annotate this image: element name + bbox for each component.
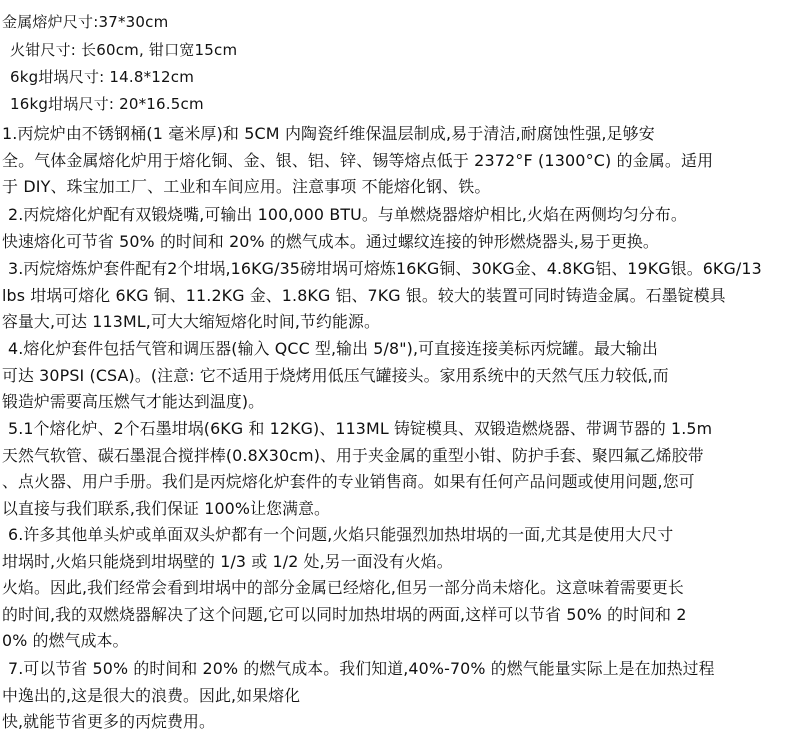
paragraph-7 — [2, 656, 790, 736]
paragraph-line: 的时间,我的双燃烧器解决了这个问题,它可以同时加热坩埚的两面,这样可以节省 50% 的时间和 2 — [2, 604, 687, 624]
paragraph-line: 6.许多其他单头炉或单面双头炉都有一个问题,火焰只能强烈加热坩埚的一面,尤其是使用大尺寸 — [8, 525, 674, 544]
paragraph-6 — [2, 522, 790, 655]
paragraph-line: 3.丙烷熔炼炉套件配有2个坩埚,16KG/35磅坩埚可熔炼16KG铜、30KG金、4.8KG铝、19KG银。6KG/13 — [8, 259, 762, 278]
paragraph-line: 快,就能节省更多的丙烷费用。 — [2, 712, 216, 732]
paragraph-line: 可达 30PSI (CSA)。(注意: 它不适用于烧烤用低压气罐接头。家用系统中的天然气压力较低,而 — [2, 365, 669, 385]
paragraph-line: 7.可以节省 50% 的时间和 20% 的燃气成本。我们知道,40%-70% 的燃气能量实际上是在加热过程 — [8, 659, 715, 678]
paragraph-line: 容量大,可达 113ML,可大大缩短熔化时间,节约能源。 — [2, 312, 380, 332]
paragraph-line: 以直接与我们联系,我们保证 100%让您满意。 — [2, 498, 331, 518]
paragraph-3 — [2, 256, 790, 336]
paragraph-line: 全。气体金属熔化炉用于熔化铜、金、银、铝、锌、锡等熔点低于 2372°F (1300°C) 的金属。适用 — [2, 150, 714, 170]
paragraph-line: 火焰。因此,我们经常会看到坩埚中的部分金属已经熔化,但另一部分尚未熔化。这意味着需要更长 — [2, 578, 684, 598]
tongs-size-spec: 火钳尺寸: 长60cm, 钳口宽15cm — [10, 41, 238, 59]
paragraph-4 — [2, 336, 790, 416]
furnace-size-spec: 金属熔炉尺寸:37*30cm — [2, 13, 169, 31]
paragraph-line: 快速熔化可节省 50% 的时间和 20% 的燃气成本。通过螺纹连接的钟形燃烧器头,易于更换。 — [2, 231, 659, 251]
paragraph-line: lbs 坩埚可熔化 6KG 铜、11.2KG 金、1.8KG 铝、7KG 银。较大的装置可同时铸造金属。石墨锭模具 — [2, 285, 726, 305]
paragraph-line: 2.丙烷熔化炉配有双锻烧嘴,可输出 100,000 BTU。与单燃烧器熔炉相比,火焰在两侧均匀分布。 — [8, 205, 687, 224]
paragraph-line: 于 DIY、珠宝加工厂、工业和车间应用。注意事项 不能熔化钢、铁。 — [2, 177, 491, 197]
paragraph-line: 坩埚时,火焰只能烧到坩埚壁的 1/3 或 1/2 处,另一面没有火焰。 — [2, 551, 453, 571]
paragraph-line: 4.熔化炉套件包括气管和调压器(输入 QCC 型,输出 5/8"),可直接连接美标丙烷罐。最大输出 — [8, 339, 659, 358]
paragraph-line: 天然气软管、碳石墨混合搅拌棒(0.8X30cm)、用于夹金属的重型小钳、防护手套、聚四氟乙烯胶带 — [2, 445, 704, 465]
crucible-16kg-spec: 16kg坩埚尺寸: 20*16.5cm — [10, 95, 204, 113]
paragraph-2 — [2, 202, 790, 255]
paragraph-line: 锻造炉需要高压燃气才能达到温度)。 — [2, 392, 265, 412]
paragraph-5 — [2, 416, 790, 522]
paragraph-line: 5.1个熔化炉、2个石墨坩埚(6KG 和 12KG)、113ML 铸锭模具、双锻造燃烧器、带调节器的 1.5m — [8, 419, 713, 438]
paragraph-line: 中逸出的,这是很大的浪费。因此,如果熔化 — [2, 685, 301, 705]
paragraph-line: 1.丙烷炉由不锈钢桶(1 毫米厚)和 5CM 内陶瓷纤维保温层制成,易于清洁,耐腐蚀性强,足够安 — [2, 124, 655, 143]
paragraph-1 — [2, 121, 788, 201]
paragraph-line: 、点火器、用户手册。我们是丙烷熔化炉套件的专业销售商。如果有任何产品问题或使用问题,您可 — [2, 472, 695, 492]
paragraph-line: 0% 的燃气成本。 — [2, 631, 129, 651]
crucible-6kg-spec: 6kg坩埚尺寸: 14.8*12cm — [10, 68, 195, 86]
